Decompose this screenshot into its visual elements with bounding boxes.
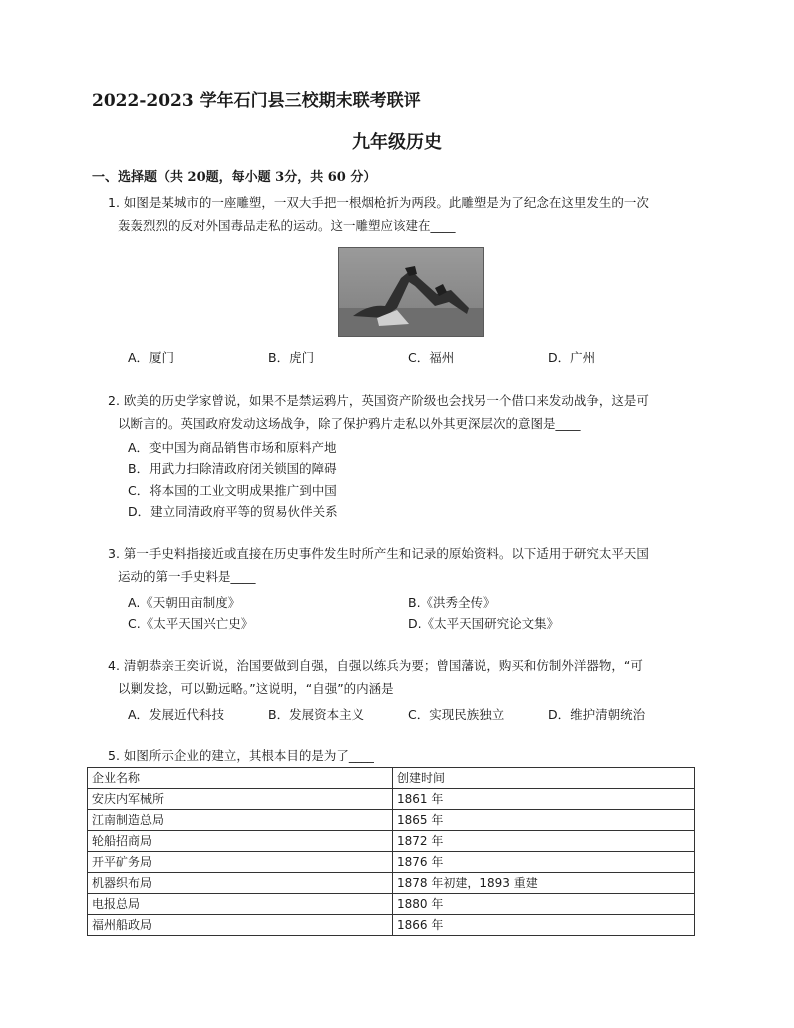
table-row (88, 810, 695, 831)
table-cell: 1872 年 (393, 831, 695, 852)
question-text-line: 4. 清朝恭亲王奕䜣说，治国要做到自强，自强以练兵为要；曾国藩说，购买和仿制外洋器物，“可 (108, 658, 643, 673)
table-cell: 1880 年 (393, 894, 695, 915)
option-b: B．虎门 (268, 350, 315, 365)
option-b: B．发展资本主义 (268, 707, 365, 722)
table-cell: 江南制造总局 (88, 810, 393, 831)
option-c: C．福州 (408, 350, 455, 365)
question-text-line: 2. 欧美的历史学家曾说，如果不是禁运鸦片，英国资产阶级也会找另一个借口来发动战争，这是可 (108, 393, 649, 408)
header-cell: 创建时间 (393, 768, 695, 789)
option-a: A．发展近代科技 (128, 707, 225, 722)
table-row (88, 894, 695, 915)
option-d: D．维护清朝统治 (548, 707, 646, 722)
option-a: A．厦门 (128, 350, 175, 365)
table-row (88, 852, 695, 873)
table-cell: 1861 年 (393, 789, 695, 810)
option-b: B.《洪秀全传》 (408, 595, 496, 610)
question-text-line: 3. 第一手史料指接近或直接在历史事件发生时所产生和记录的原始资料。以下适用于研究太平天国 (108, 546, 649, 561)
table-row (88, 873, 695, 894)
table-header-row (88, 768, 695, 789)
table-cell: 1866 年 (393, 915, 695, 936)
question-text-line: 以断言的。英国政府发动这场战争，除了保护鸦片走私以外其更深层次的意图是____ (118, 416, 581, 431)
table-cell: 1865 年 (393, 810, 695, 831)
header-cell: 企业名称 (88, 768, 393, 789)
option-c: C．实现民族独立 (408, 707, 505, 722)
table-row (88, 831, 695, 852)
option-b: B．用武力扫除清政府闭关锁国的障碍 (128, 461, 337, 476)
question-text-line: 运动的第一手史料是____ (118, 569, 256, 584)
table-cell: 安庆内军械所 (88, 789, 393, 810)
question-text-line: 轰轰烈烈的反对外国毒品走私的运动。这一雕塑应该建在____ (118, 218, 456, 233)
table-cell: 轮船招商局 (88, 831, 393, 852)
option-d: D．广州 (548, 350, 596, 365)
table-cell: 1878 年初建，1893 重建 (393, 873, 695, 894)
table-cell: 1876 年 (393, 852, 695, 873)
question-text-line: 以剿发捻，可以勤远略。”这说明，“自强”的内涵是 (118, 681, 394, 696)
option-c: C．将本国的工业文明成果推广到中国 (128, 483, 337, 498)
section-heading: 一、选择题（共 20题，每小题 3分，共 60 分） (92, 170, 377, 185)
table-cell: 开平矿务局 (88, 852, 393, 873)
table-row (88, 915, 695, 936)
option-a: A.《天朝田亩制度》 (128, 595, 241, 610)
option-d: D.《太平天国研究论文集》 (408, 616, 560, 631)
table-cell: 福州船政局 (88, 915, 393, 936)
option-c: C.《太平天国兴亡史》 (128, 616, 254, 631)
option-d: D．建立同清政府平等的贸易伙伴关系 (128, 504, 338, 519)
option-a: A．变中国为商品销售市场和原料产地 (128, 440, 337, 455)
question-text-line: 5. 如图所示企业的建立，其根本目的是为了____ (108, 748, 374, 763)
table-cell: 机器织布局 (88, 873, 393, 894)
table-row (88, 789, 695, 810)
enterprise-table (87, 767, 695, 936)
sculpture-photo (338, 247, 484, 337)
exam-subject: 九年级历史 (352, 132, 442, 153)
exam-title: 2022-2023 学年石门县三校期末联考联评 (92, 91, 421, 111)
table-cell: 电报总局 (88, 894, 393, 915)
question-text-line: 1. 如图是某城市的一座雕塑，一双大手把一根烟枪折为两段。此雕塑是为了纪念在这里发生的一次 (108, 195, 649, 210)
